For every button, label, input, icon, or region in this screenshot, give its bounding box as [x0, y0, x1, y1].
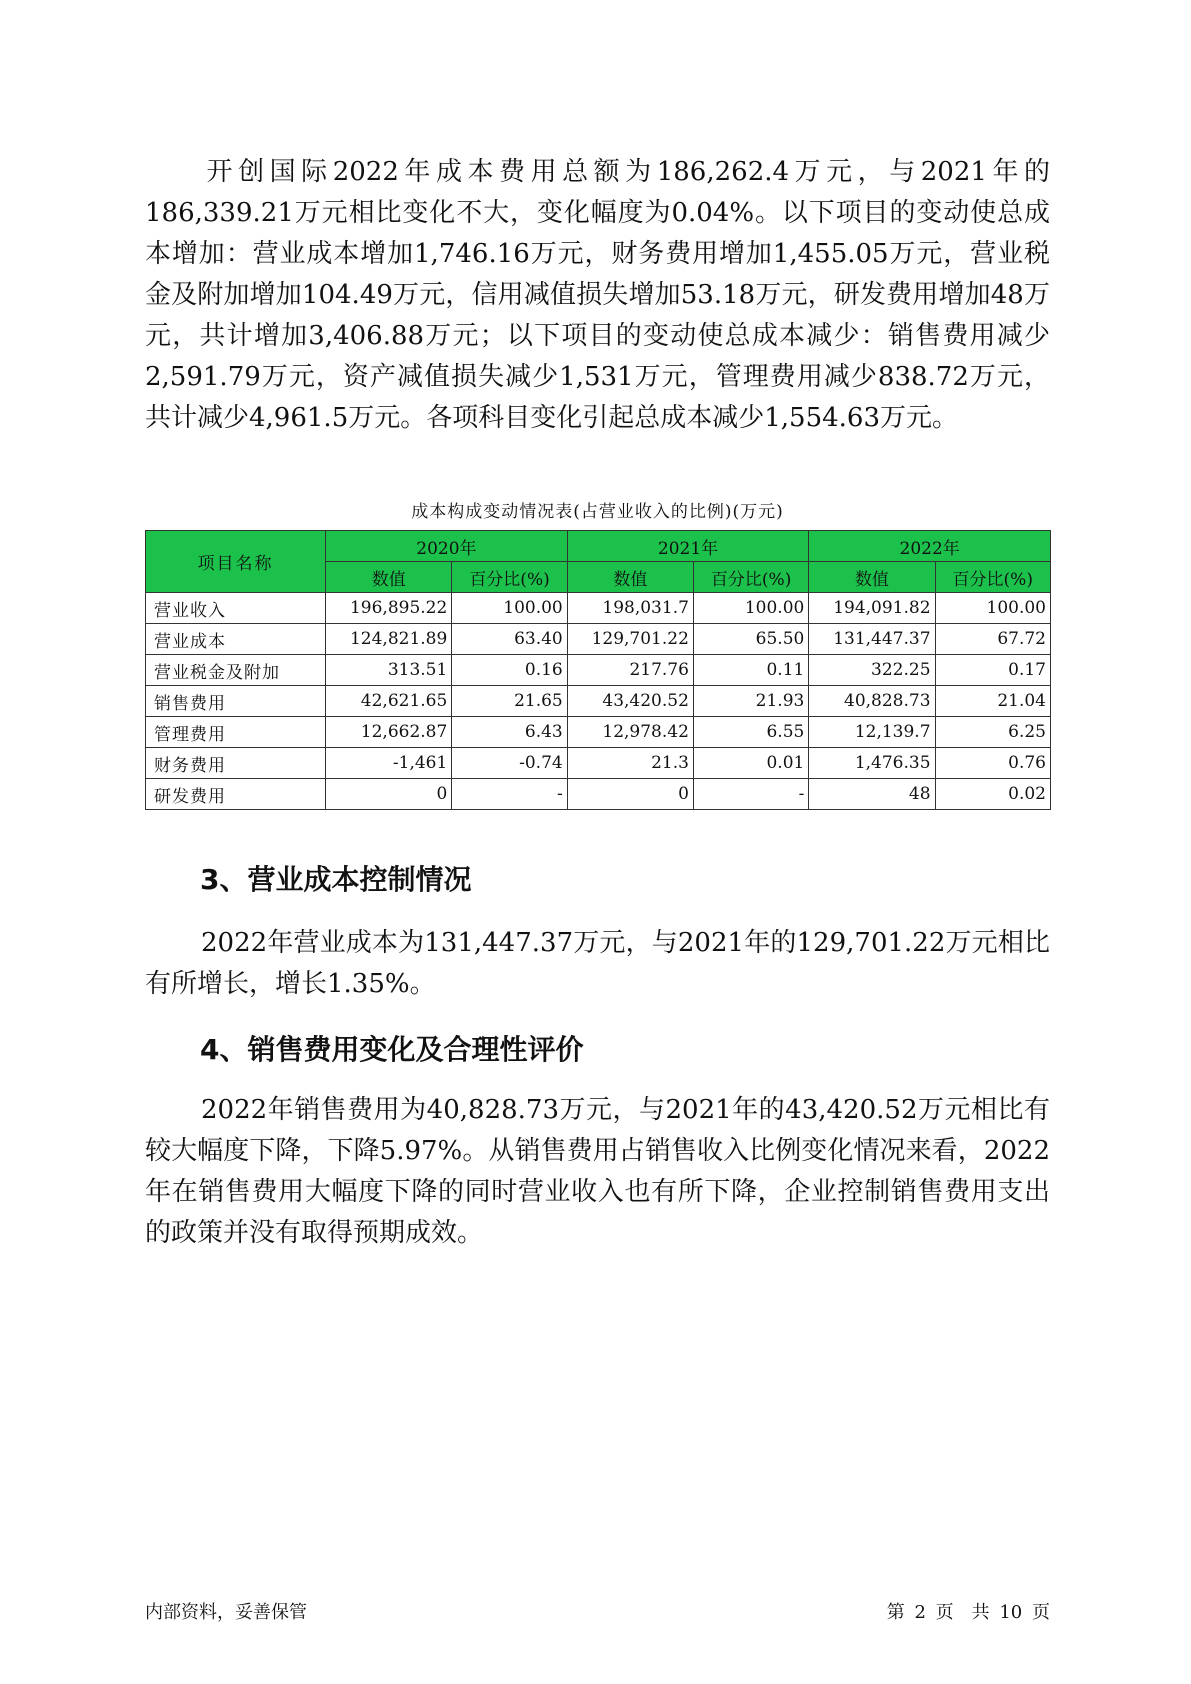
- percent-subheader: 百分比(%): [452, 562, 567, 593]
- page-total: 10: [999, 1602, 1023, 1623]
- row-label: 研发费用: [146, 779, 326, 810]
- percent-cell: 21.04: [935, 686, 1050, 717]
- value-cell: 12,978.42: [567, 717, 693, 748]
- page-prefix: 第: [886, 1602, 905, 1623]
- value-cell: 12,139.7: [809, 717, 935, 748]
- year-header: 2022年: [809, 531, 1051, 562]
- percent-cell: 100.00: [693, 593, 808, 624]
- value-cell: 129,701.22: [567, 624, 693, 655]
- year-header: 2021年: [567, 531, 809, 562]
- percent-cell: 21.93: [693, 686, 808, 717]
- percent-cell: 63.40: [452, 624, 567, 655]
- page-number: [883, 1598, 1050, 1624]
- value-cell: 12,662.87: [326, 717, 452, 748]
- table-row: [146, 593, 1051, 624]
- row-label: 营业收入: [146, 593, 326, 624]
- value-cell: 0: [567, 779, 693, 810]
- paragraph-sales-expense: [145, 1090, 1050, 1254]
- value-cell: 322.25: [809, 655, 935, 686]
- section-heading-operating-cost: 3、营业成本控制情况: [200, 863, 472, 896]
- value-cell: 217.76: [567, 655, 693, 686]
- percent-cell: 0.17: [935, 655, 1050, 686]
- value-cell: -1,461: [326, 748, 452, 779]
- value-subheader: 数值: [567, 562, 693, 593]
- value-cell: 1,476.35: [809, 748, 935, 779]
- footer-confidential-note: 内部资料，妥善保管: [145, 1602, 307, 1623]
- paragraph-cost-summary: [145, 152, 1050, 439]
- value-cell: 42,621.65: [326, 686, 452, 717]
- percent-cell: -0.74: [452, 748, 567, 779]
- table-caption: 成本构成变动情况表(占营业收入的比例)(万元): [411, 502, 784, 522]
- percent-cell: 0.76: [935, 748, 1050, 779]
- table-row: [146, 779, 1051, 810]
- table-row: [146, 717, 1051, 748]
- value-cell: 196,895.22: [326, 593, 452, 624]
- value-cell: 198,031.7: [567, 593, 693, 624]
- paragraph-text: 开创国际2022年成本费用总额为186,262.4万元，与2021年的186,339.21万元相比变化不大，变化幅度为0.04%。以下项目的变动使总成本增加：营业成本增加1,746.16万元，财务费用增加1,455.05万元，营业税金及附加增加104.49万元，信用减值损失增加53.18万元，研发费用增加48万元，共计增加3,406.88万元；以下项目的变动使总成本减少：销售费用减少2,591.79万元，资产减值损失减少1,531万元，管理费用减少838.72万元，共计减少4,961.5万元。各项科目变化引起总成本减少1,554.63万元。: [145, 157, 1050, 433]
- section-heading-sales-expense: 4、销售费用变化及合理性评价: [200, 1033, 584, 1066]
- percent-cell: 100.00: [935, 593, 1050, 624]
- table-row: [146, 748, 1051, 779]
- percent-cell: 21.65: [452, 686, 567, 717]
- percent-cell: 100.00: [452, 593, 567, 624]
- item-name-header: 项目名称: [146, 531, 326, 593]
- percent-cell: -: [452, 779, 567, 810]
- row-label: 销售费用: [146, 686, 326, 717]
- value-cell: 40,828.73: [809, 686, 935, 717]
- value-cell: 21.3: [567, 748, 693, 779]
- cost-structure-table: [145, 530, 1051, 810]
- value-cell: 48: [809, 779, 935, 810]
- table-body: [146, 593, 1051, 810]
- value-cell: 0: [326, 779, 452, 810]
- paragraph-operating-cost: [145, 923, 1050, 1005]
- row-label: 财务费用: [146, 748, 326, 779]
- table-row: [146, 624, 1051, 655]
- value-cell: 124,821.89: [326, 624, 452, 655]
- page-suffix: 页: [1032, 1602, 1050, 1623]
- row-label: 营业税金及附加: [146, 655, 326, 686]
- value-cell: 194,091.82: [809, 593, 935, 624]
- table-row: [146, 655, 1051, 686]
- year-header: 2020年: [326, 531, 568, 562]
- percent-cell: 67.72: [935, 624, 1050, 655]
- percent-subheader: 百分比(%): [693, 562, 808, 593]
- paragraph-text: 2022年营业成本为131,447.37万元，与2021年的129,701.22万元相比有所增长，增长1.35%。: [145, 928, 1050, 999]
- percent-cell: 0.01: [693, 748, 808, 779]
- page-mid: 页 共: [935, 1602, 990, 1623]
- percent-subheader: 百分比(%): [935, 562, 1050, 593]
- table-header-row: [146, 531, 1051, 562]
- paragraph-text: 2022年销售费用为40,828.73万元，与2021年的43,420.52万元相比有较大幅度下降，下降5.97%。从销售费用占销售收入比例变化情况来看，2022年在销售费用大幅度下降的同时营业收入也有所下降，企业控制销售费用支出的政策并没有取得预期成效。: [145, 1095, 1050, 1248]
- percent-cell: 6.43: [452, 717, 567, 748]
- table-row: [146, 686, 1051, 717]
- value-cell: 43,420.52: [567, 686, 693, 717]
- percent-cell: 0.02: [935, 779, 1050, 810]
- value-subheader: 数值: [326, 562, 452, 593]
- row-label: 管理费用: [146, 717, 326, 748]
- row-label: 营业成本: [146, 624, 326, 655]
- value-cell: 313.51: [326, 655, 452, 686]
- percent-cell: 6.55: [693, 717, 808, 748]
- percent-cell: 6.25: [935, 717, 1050, 748]
- percent-cell: 0.11: [693, 655, 808, 686]
- value-cell: 131,447.37: [809, 624, 935, 655]
- percent-cell: 0.16: [452, 655, 567, 686]
- value-subheader: 数值: [809, 562, 935, 593]
- percent-cell: 65.50: [693, 624, 808, 655]
- percent-cell: -: [693, 779, 808, 810]
- page-current: 2: [914, 1602, 926, 1623]
